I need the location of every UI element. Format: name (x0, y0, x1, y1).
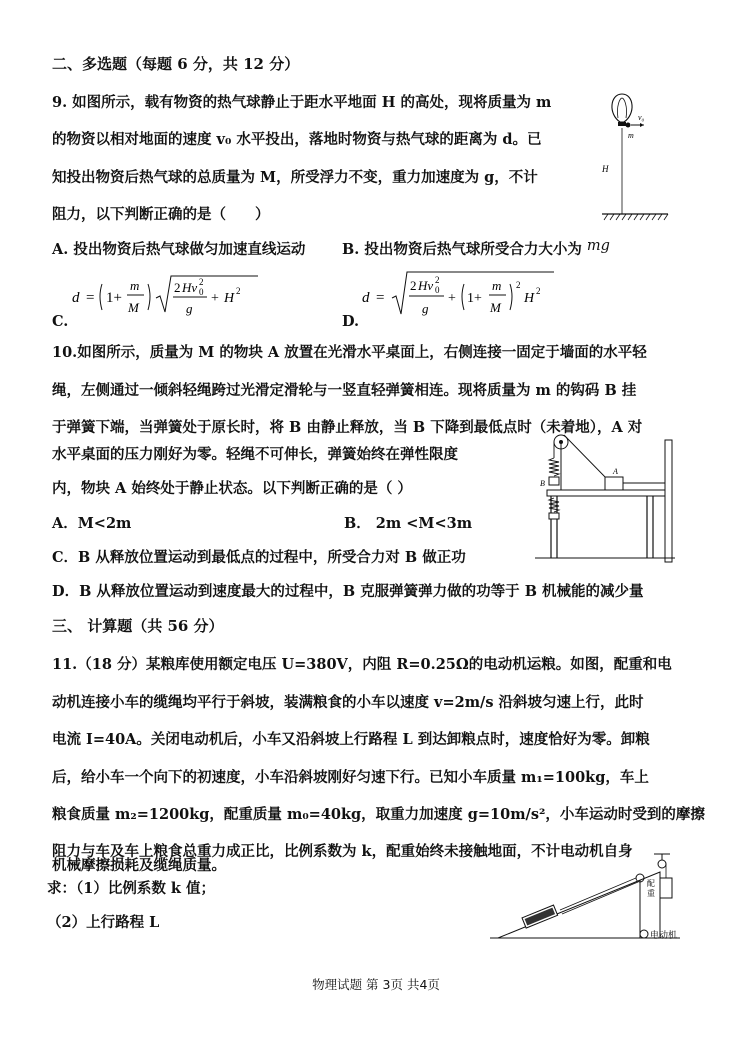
q10-line-3: 于弹簧下端，当弹簧处于原长时，将 B 由静止释放，当 B 下降到最低点时（未着地），A 对 (52, 419, 643, 436)
q10-option-a: A．M<2m (52, 515, 132, 532)
svg-text:Hv: Hv (418, 278, 434, 293)
svg-text:=: = (86, 290, 95, 306)
svg-text:2: 2 (174, 280, 181, 295)
table-top (547, 490, 665, 496)
counterweight-block (660, 878, 672, 898)
section-heading-multi-choice: 二、多选题（每题 6 分，共 12 分） (52, 55, 300, 73)
cargo-mass-icon (626, 123, 631, 128)
svg-text:g: g (422, 301, 429, 316)
label-v0: v₀ (638, 113, 645, 122)
svg-text:Hv: Hv (182, 280, 198, 295)
q9-line-4: 阻力，以下判断正确的是（ ） (52, 206, 270, 223)
q9-option-c-label: C. (52, 313, 69, 330)
q9-balloon-figure (598, 92, 678, 227)
pulley-top-icon (658, 860, 666, 868)
q9-formula-d (362, 266, 562, 328)
svg-text:m: m (130, 278, 140, 293)
svg-text:1+: 1+ (467, 291, 482, 306)
wall (665, 440, 672, 562)
cart-icon (522, 905, 558, 928)
q11-incline-figure (490, 850, 690, 945)
svg-text:2: 2 (435, 275, 440, 285)
svg-text:+: + (448, 291, 456, 306)
q10-pulley-figure (535, 430, 685, 562)
q11-line-5: 粮食质量 m₂=1200kg，配重质量 m₀=40kg，取重力加速度 g=10m/s²，小车运动时受到的摩擦 (52, 806, 705, 823)
label-A: A (613, 467, 618, 476)
q9-option-b (342, 240, 610, 260)
spring-icon (549, 458, 559, 476)
svg-text:d: d (72, 290, 80, 306)
svg-text:2: 2 (236, 286, 241, 296)
svg-text:2: 2 (536, 286, 541, 296)
label-B: B (540, 479, 545, 488)
q10-line-1: 10.如图所示，质量为 M 的物块 A 放置在光滑水平桌面上，右侧连接一固定于墙面的水平轻 (52, 344, 647, 361)
block-A (605, 477, 623, 490)
hook-mass-B (549, 477, 559, 485)
svg-text:H: H (224, 291, 235, 306)
q10-option-c: C．B 从释放位置运动到最低点的过程中，所受合力对 B 做正功 (52, 549, 466, 566)
q11-line-4: 后，给小车一个向下的初速度，小车沿斜坡刚好匀速下行。已知小车质量 m₁=100kg，车上 (52, 769, 649, 786)
svg-text:g: g (186, 301, 193, 316)
q11-line-2: 动机连接小车的缆绳均平行于斜坡，装满粮食的小车以速度 v=2m/s 沿斜坡匀速上行，此时 (52, 694, 644, 711)
svg-text:m: m (492, 278, 502, 293)
svg-text:M: M (128, 300, 139, 315)
svg-text:M: M (490, 300, 501, 315)
q11-line-3: 电流 I=40A。关闭电动机后，小车又沿斜坡上行路程 L 到达卸粮点时，速度恰好为零。卸粮 (52, 731, 650, 748)
q9-formula-c (72, 268, 272, 328)
q11-line-1: 11.（18 分）某粮库使用额定电压 U=380V，内阻 R=0.25Ω的电动机运粮。如图，配重和电 (52, 656, 672, 673)
svg-text:0: 0 (435, 285, 440, 295)
q9-line-1: 9. 如图所示，载有物资的热气球静止于距水平地面 H 的高处，现将质量为 m (52, 94, 552, 111)
motor-icon (640, 930, 648, 938)
label-counterweight: 配 (647, 879, 655, 888)
svg-text:H: H (524, 291, 535, 306)
q9-option-b-text: B. 投出物资后热气球所受合力大小为 (342, 241, 582, 258)
incline-slope (498, 872, 660, 938)
label-H: H (602, 164, 609, 174)
svg-text:0: 0 (199, 287, 204, 297)
label-counterweight-2: 重 (647, 889, 655, 898)
page-footer: 物理试题 第 3页 共4页 (312, 977, 440, 992)
q11-sub-question-2: （2）上行路程 L (47, 914, 160, 931)
q10-line-4: 水平桌面的压力刚好为零。轻绳不可伸长，弹簧始终在弹性限度 (52, 446, 458, 463)
q9-line-2: 的物资以相对地面的速度 v₀ 水平投出，落地时物资与热气球的距离为 d。已 (52, 131, 542, 148)
q11-line-7: 机械摩擦损耗及缆绳质量。 (52, 857, 226, 874)
label-motor: 电动机 (650, 930, 678, 940)
q10-option-b: B． 2m <M<3m (344, 515, 473, 532)
section-heading-calculation: 三、 计算题（共 56 分） (52, 617, 224, 635)
svg-text:1+: 1+ (106, 290, 122, 306)
svg-text:+: + (211, 291, 219, 306)
svg-text:d: d (362, 290, 370, 306)
q10-option-d: D．B 从释放位置运动到速度最大的过程中，B 克服弹簧弹力做的功等于 B 机械能的减少量 (52, 583, 644, 600)
q9-option-b-formula: mg (586, 238, 610, 254)
q9-line-3: 知投出物资后热气球的总质量为 M，所受浮力不变，重力加速度为 g，不计 (52, 169, 538, 186)
q11-line-6: 阻力与车及车上粮食总重力成正比，比例系数为 k，配重始终未接触地面，不计电动机自身 (52, 843, 633, 860)
q9-option-d-label: D. (342, 313, 360, 330)
q10-line-5: 内，物块 A 始终处于静止状态。以下判断正确的是（ ） (52, 480, 412, 497)
q11-sub-question-1: 求：（1）比例系数 k 值； (47, 880, 215, 897)
svg-text:=: = (376, 290, 385, 306)
svg-text:2: 2 (516, 280, 521, 290)
q9-option-a: A. 投出物资后热气球做匀加速直线运动 (52, 241, 306, 258)
svg-text:2: 2 (199, 277, 204, 287)
label-m: m (628, 131, 634, 140)
q10-line-2: 绳，左侧通过一倾斜轻绳跨过光滑定滑轮与一竖直轻弹簧相连。现将质量为 m 的钩码 B 挂 (52, 382, 637, 399)
svg-text:2: 2 (410, 278, 417, 293)
